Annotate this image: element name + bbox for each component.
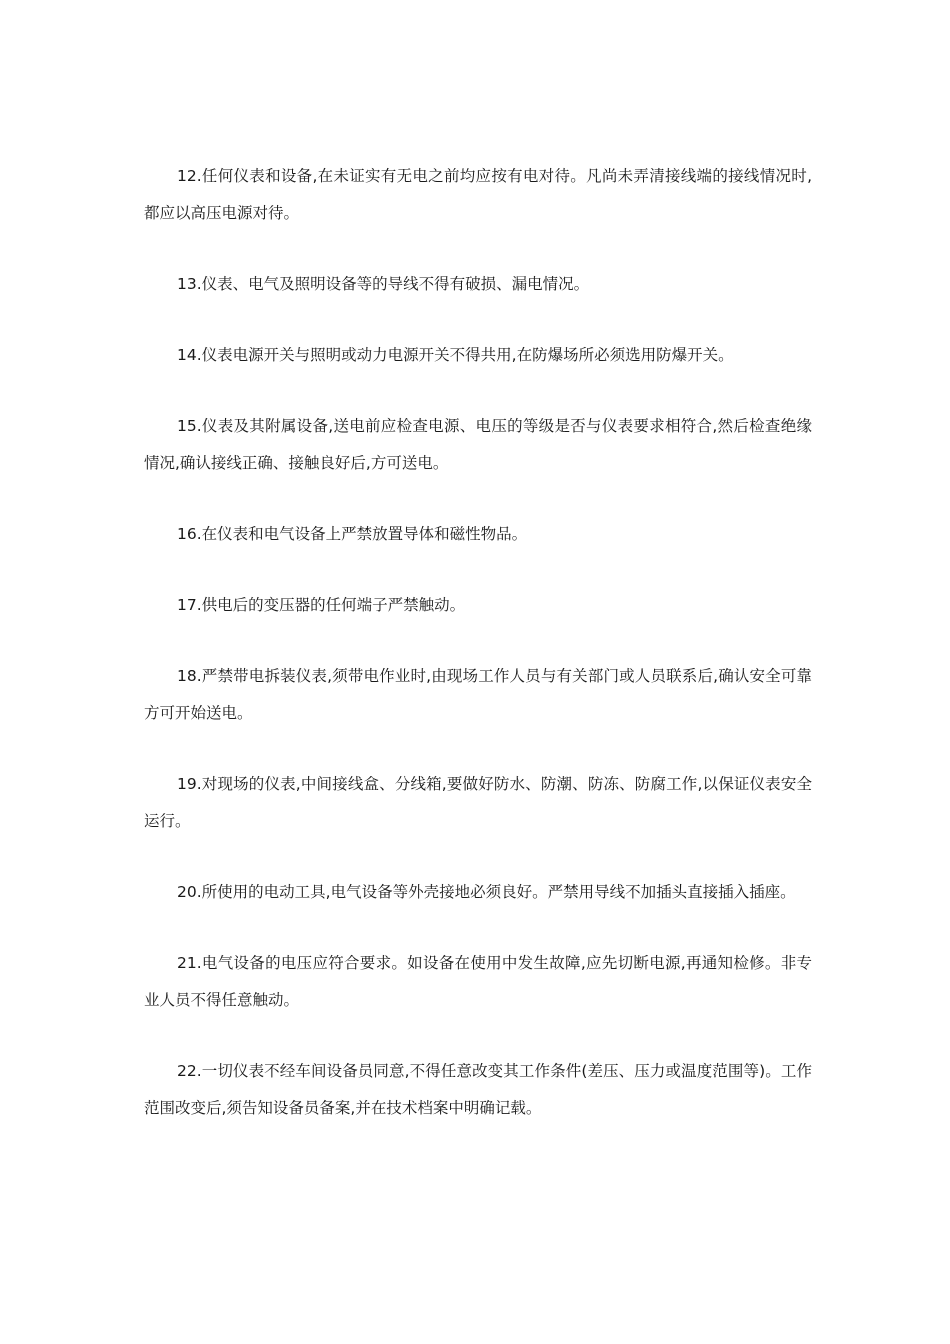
- paragraph-item-19: 19.对现场的仪表,中间接线盒、分线箱,要做好防水、防潮、防冻、防腐工作,以保证仪表安全运行。: [144, 775, 812, 830]
- paragraph-item-14: 14.仪表电源开关与照明或动力电源开关不得共用,在防爆场所必须选用防爆开关。: [177, 346, 734, 364]
- paragraph-item-22: 22.一切仪表不经车间设备员同意,不得任意改变其工作条件(差压、压力或温度范围等)。工作范围改变后,须告知设备员备案,并在技术档案中明确记载。: [144, 1062, 812, 1117]
- paragraph-item-12: 12.任何仪表和设备,在未证实有无电之前均应按有电对待。凡尚未弄清接线端的接线情况时,都应以高压电源对待。: [144, 167, 812, 222]
- paragraph-item-16: 16.在仪表和电气设备上严禁放置导体和磁性物品。: [177, 525, 528, 543]
- paragraph-item-13: 13.仪表、电气及照明设备等的导线不得有破损、漏电情况。: [177, 275, 590, 293]
- paragraph-item-17: 17.供电后的变压器的任何端子严禁触动。: [177, 596, 466, 614]
- paragraph-item-15: 15.仪表及其附属设备,送电前应检查电源、电压的等级是否与仪表要求相符合,然后检查绝缘情况,确认接线正确、接触良好后,方可送电。: [144, 417, 812, 472]
- paragraph-item-20: 20.所使用的电动工具,电气设备等外壳接地必须良好。严禁用导线不加插头直接插入插座。: [177, 883, 796, 901]
- paragraph-item-21: 21.电气设备的电压应符合要求。如设备在使用中发生故障,应先切断电源,再通知检修。非专业人员不得任意触动。: [144, 954, 812, 1009]
- paragraph-item-18: 18.严禁带电拆装仪表,须带电作业时,由现场工作人员与有关部门或人员联系后,确认安全可靠方可开始送电。: [144, 667, 812, 722]
- document-body: [144, 158, 812, 1161]
